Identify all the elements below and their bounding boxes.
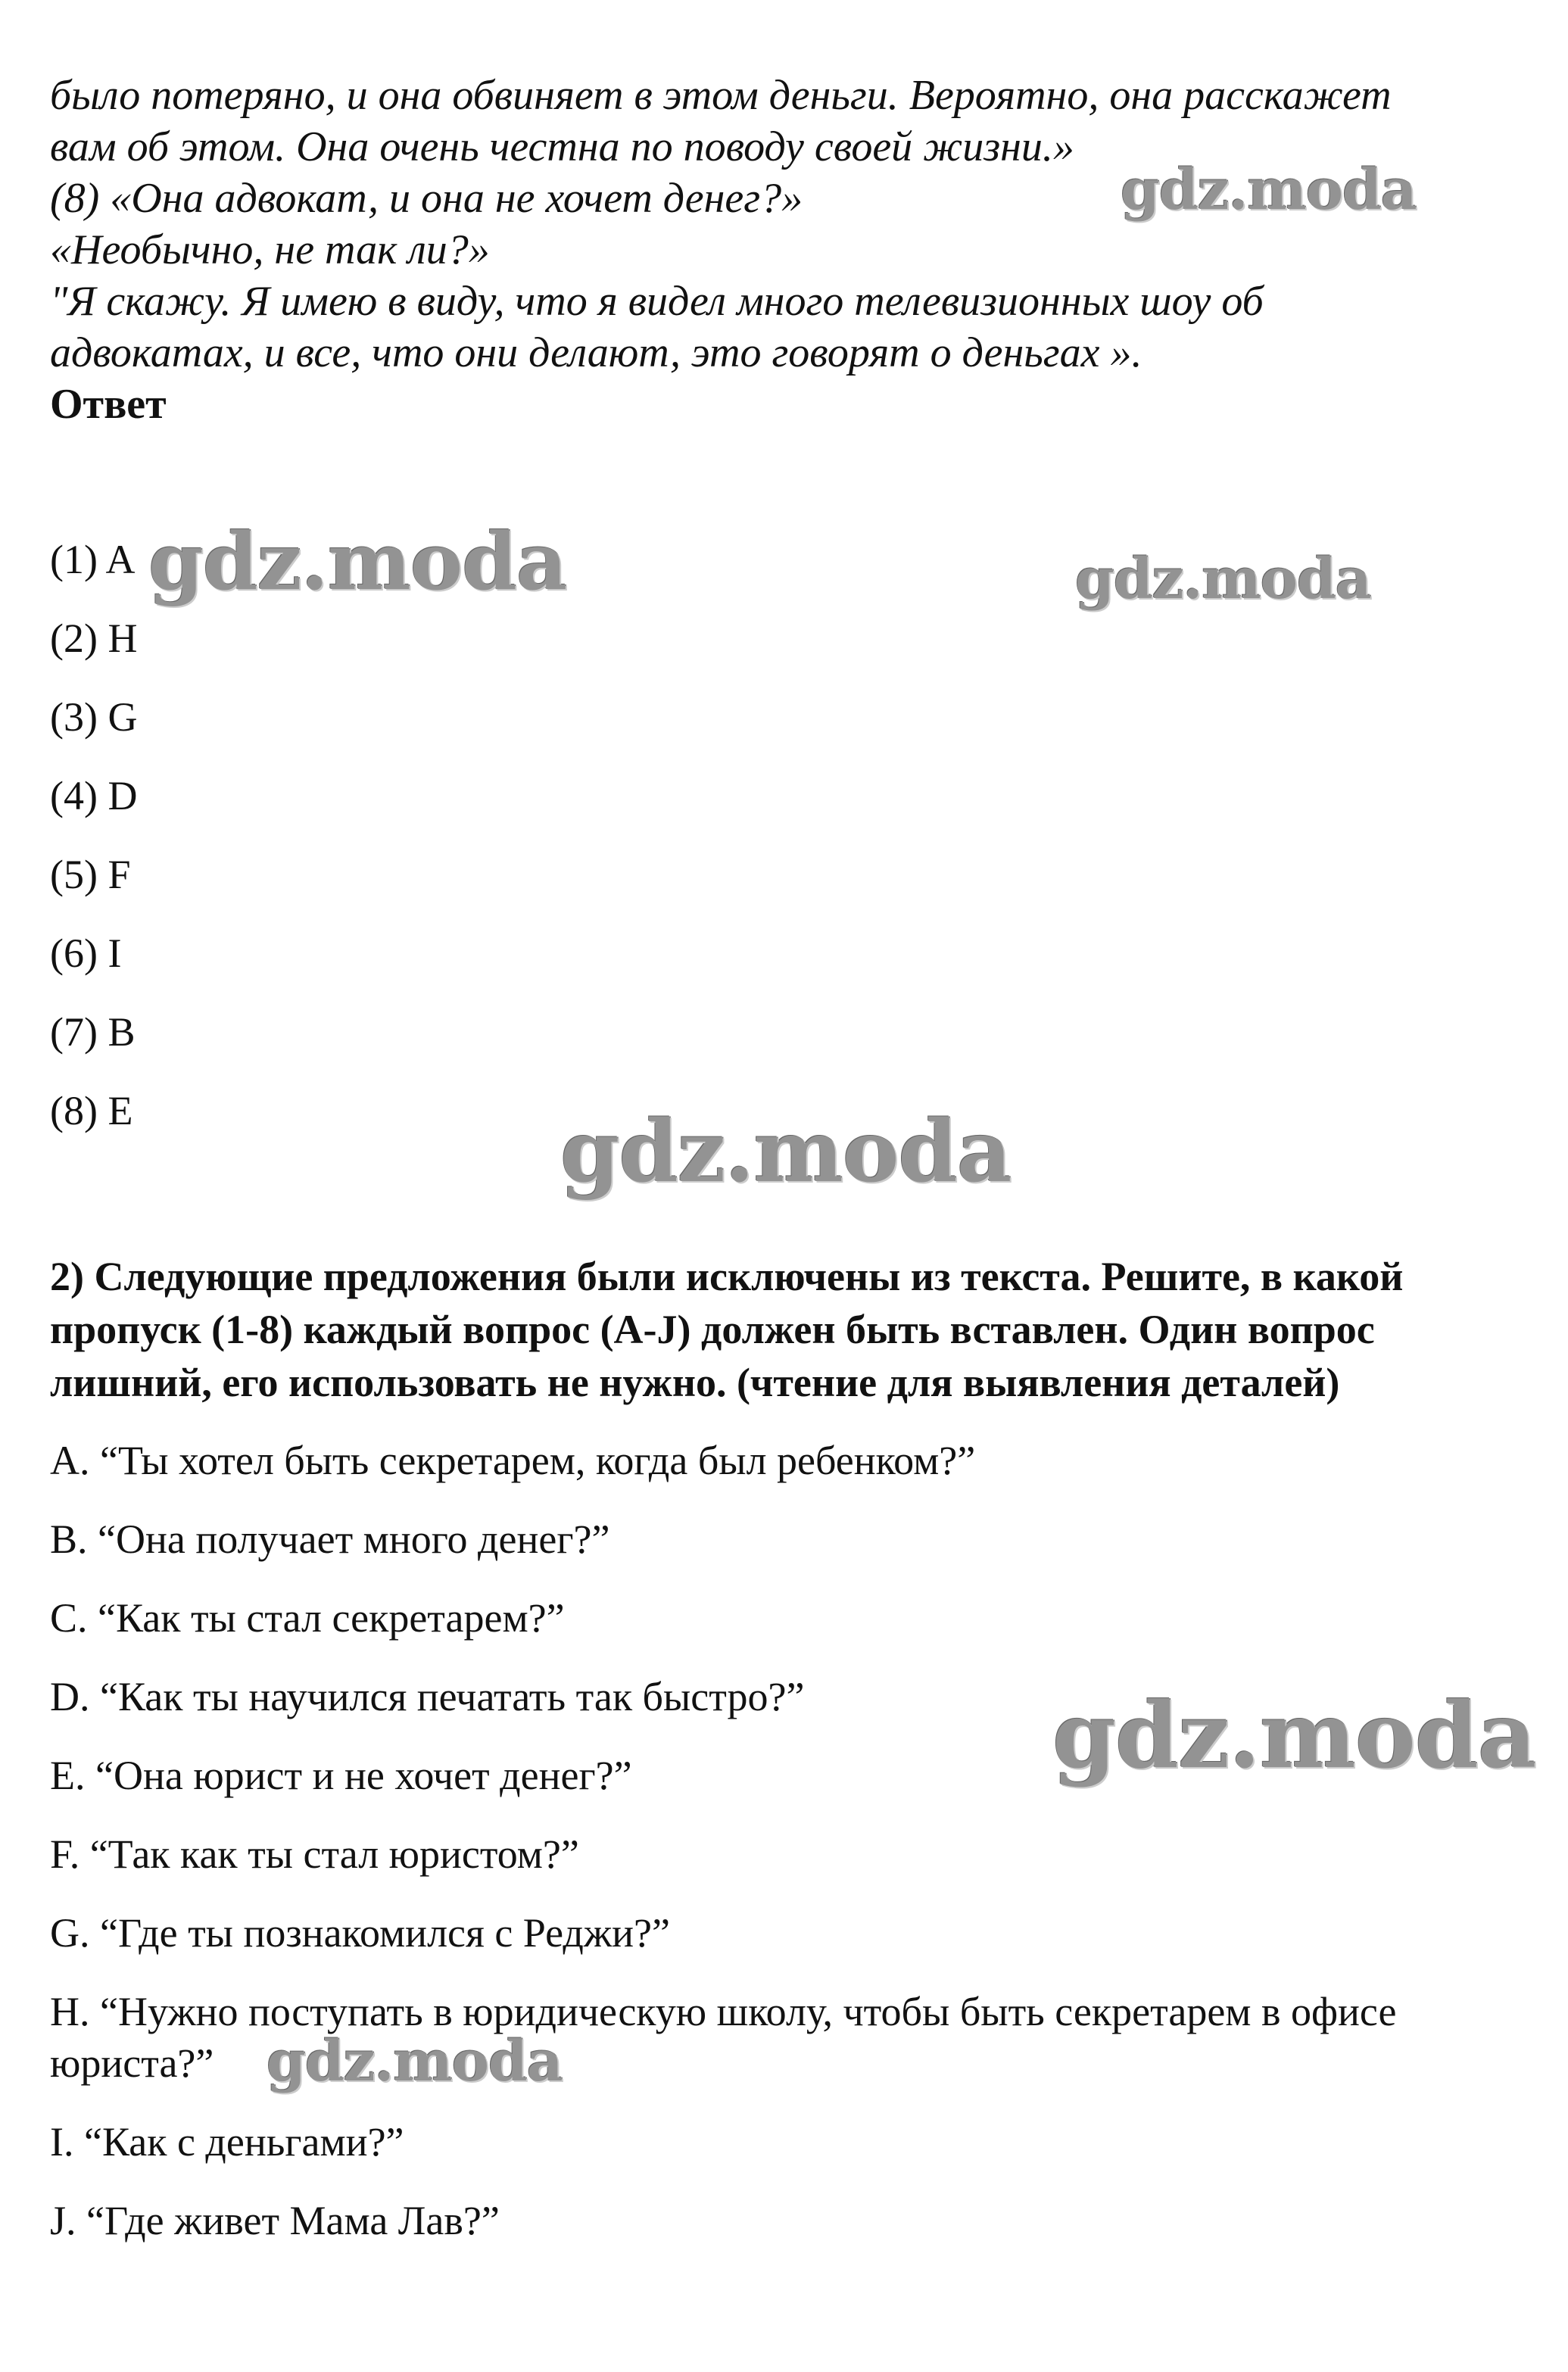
task-instruction-line: лишний, его использовать не нужно. (чтение для выявления деталей)	[50, 1360, 1340, 1405]
task-instruction-line: 2) Следующие предложения были исключены из текста. Решите, в какой	[50, 1254, 1404, 1299]
italic-text-line: "Я скажу. Я имею в виду, что я видел много телевизионных шоу об	[50, 278, 1264, 325]
option-item: J. “Где живет Мама Лав?”	[50, 2198, 500, 2243]
option-item: G. “Где ты познакомился с Реджи?”	[50, 1910, 670, 1956]
watermark-logo: gdz.moda	[1121, 157, 1417, 223]
italic-text-line: было потеряно, и она обвиняет в этом деньги. Вероятно, она расскажет	[50, 72, 1392, 119]
italic-text-line: адвокатах, и все, что они делают, это говорят о деньгах ».	[50, 329, 1142, 376]
italic-text-line: вам об этом. Она очень честна по поводу своей жизни.»	[50, 123, 1074, 170]
answer-item: (8) E	[50, 1088, 133, 1133]
option-item: D. “Как ты научился печатать так быстро?”	[50, 1674, 805, 1719]
answer-item: (7) B	[50, 1009, 136, 1055]
option-item: F. “Так как ты стал юристом?”	[50, 1831, 579, 1877]
watermark-logo: gdz.moda	[1052, 1682, 1536, 1789]
answer-item: (4) D	[50, 773, 138, 818]
watermark-logo: gdz.moda	[1075, 547, 1371, 612]
italic-text-line: «Необычно, не так ли?»	[50, 226, 490, 273]
task-instruction-line: пропуск (1-8) каждый вопрос (A-J) должен быть вставлен. Один вопрос	[50, 1307, 1375, 1352]
option-item-continuation: юриста?”	[50, 2040, 214, 2086]
option-item: E. “Она юрист и не хочет денег?”	[50, 1753, 632, 1798]
option-item: I. “Как с деньгами?”	[50, 2119, 404, 2165]
option-item: B. “Она получает много денег?”	[50, 1516, 610, 1562]
watermark-logo: gdz.moda	[560, 1102, 1012, 1202]
option-item: H. “Нужно поступать в юридическую школу, чтобы быть секретарем в офисе	[50, 1989, 1397, 2034]
answer-item: (1) A	[50, 537, 136, 582]
answer-item: (5) F	[50, 852, 131, 897]
option-item: C. “Как ты стал секретарем?”	[50, 1595, 565, 1641]
italic-text-line: (8) «Она адвокат, и она не хочет денег?»	[50, 175, 803, 222]
option-item: A. “Ты хотел быть секретарем, когда был ребенком?”	[50, 1438, 976, 1483]
answer-item: (2) H	[50, 616, 138, 661]
answer-item: (6) I	[50, 930, 122, 976]
answer-item: (3) G	[50, 694, 138, 740]
watermark-logo: gdz.moda	[267, 2029, 563, 2094]
watermark-logo: gdz.moda	[148, 515, 567, 608]
answer-heading: Ответ	[50, 381, 167, 428]
